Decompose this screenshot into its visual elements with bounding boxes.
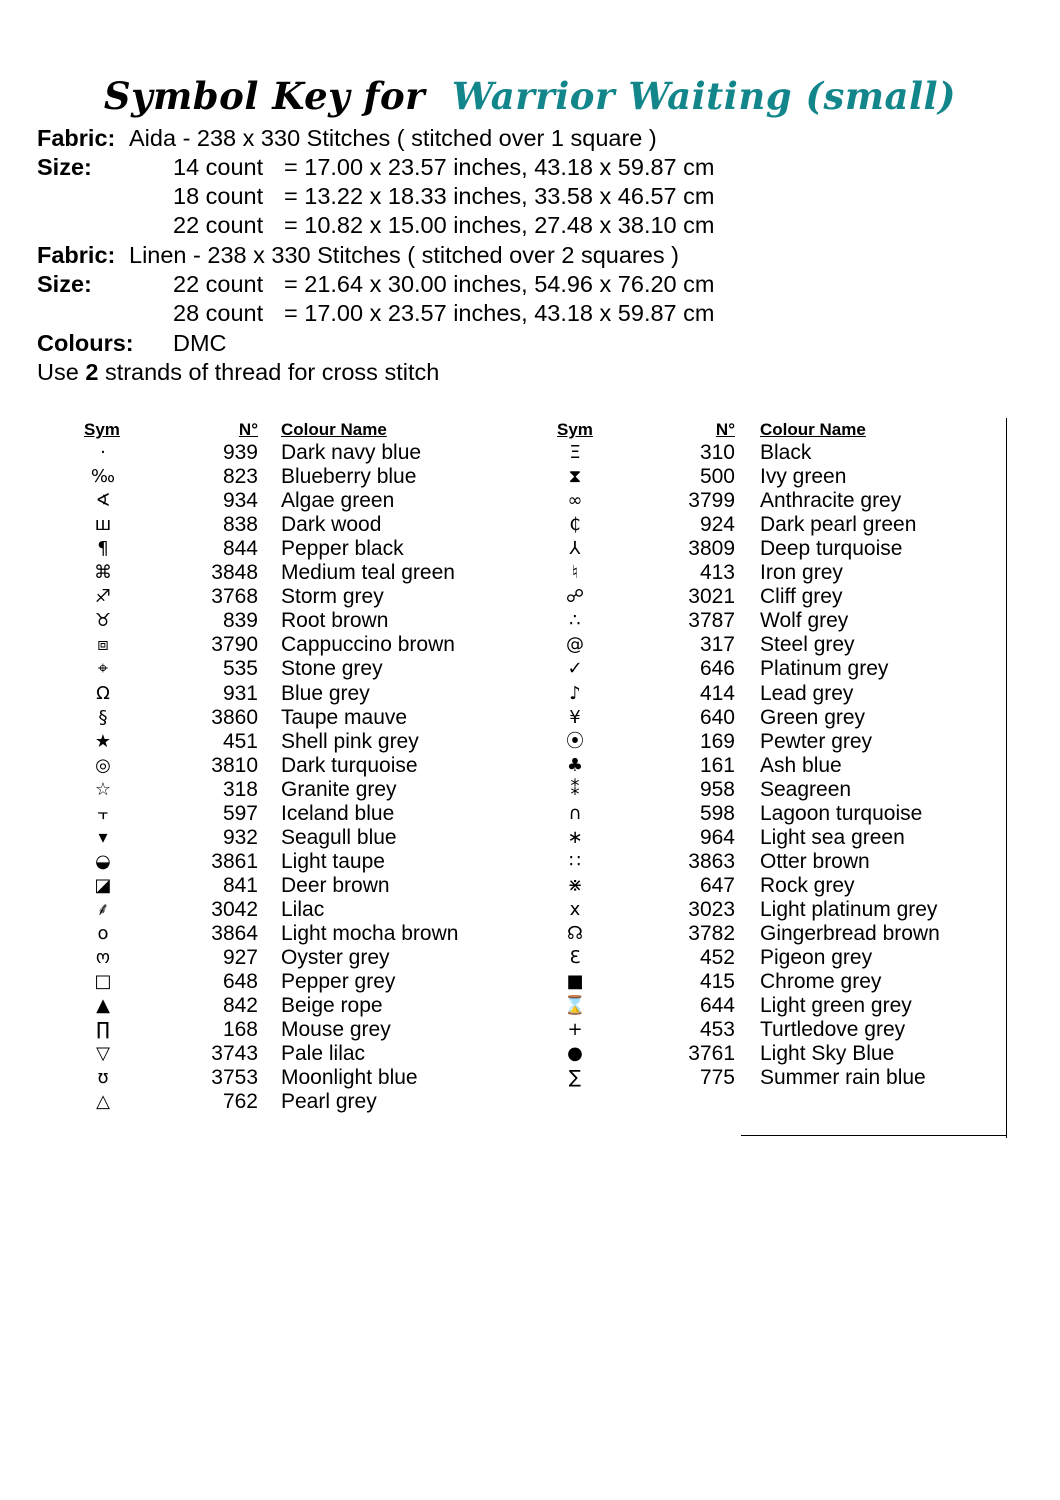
size-dims: = 21.64 x 30.00 inches, 54.96 x 76.20 cm bbox=[284, 271, 715, 297]
colour-name: Moonlight blue bbox=[281, 1066, 418, 1090]
linen-description: Linen - 238 x 330 Stitches ( stitched over 2 squares ) bbox=[129, 242, 679, 268]
dmc-number: 934 bbox=[222, 489, 258, 513]
symbol-glyph: ✓ bbox=[567, 658, 583, 680]
colours-value: DMC bbox=[173, 330, 227, 356]
symbol-glyph: ▲ bbox=[96, 995, 110, 1017]
colour-name: Pewter grey bbox=[760, 729, 873, 753]
symbol-glyph: ▽ bbox=[96, 1043, 110, 1065]
colour-name: Light mocha brown bbox=[281, 922, 459, 945]
symbol-glyph: ⦿ bbox=[566, 730, 584, 752]
size-label: Size: bbox=[37, 154, 92, 180]
symbol-glyph: ⧗ bbox=[568, 466, 582, 488]
dmc-number: 597 bbox=[222, 801, 258, 825]
dmc-number: 318 bbox=[222, 777, 258, 801]
colour-name: Chrome grey bbox=[760, 970, 882, 994]
colour-name: Cliff grey bbox=[760, 585, 843, 609]
dmc-number: 452 bbox=[699, 946, 735, 970]
symbol-glyph: Ω bbox=[96, 682, 110, 704]
symbol-glyph: ♮ bbox=[571, 562, 579, 584]
colour-name: Pepper grey bbox=[281, 970, 396, 994]
aida-fabric-line bbox=[37, 124, 657, 153]
colour-name: Iceland blue bbox=[281, 801, 395, 825]
dmc-number: 317 bbox=[699, 633, 735, 657]
table-row bbox=[0, 922, 1000, 946]
size-count: 28 count bbox=[173, 300, 264, 326]
dmc-number: 841 bbox=[222, 873, 258, 897]
dmc-number: 3860 bbox=[211, 705, 258, 729]
dmc-number: 3863 bbox=[688, 849, 735, 873]
dmc-number: 762 bbox=[222, 1090, 258, 1114]
colour-name: Pepper black bbox=[281, 537, 404, 561]
colour-name: Algae green bbox=[281, 489, 395, 513]
colour-name: Dark navy blue bbox=[281, 441, 422, 464]
table-row bbox=[0, 994, 1000, 1018]
dmc-number: 3787 bbox=[688, 609, 735, 633]
colour-name: Light platinum grey bbox=[760, 897, 938, 921]
table-row bbox=[0, 826, 1000, 850]
colour-name: Ivy green bbox=[760, 465, 847, 489]
symbol-glyph: ∗ bbox=[567, 826, 583, 848]
size-dims: = 13.22 x 18.33 inches, 33.58 x 46.57 cm bbox=[284, 183, 715, 209]
dmc-number: 823 bbox=[222, 465, 258, 489]
dmc-number: 3761 bbox=[688, 1042, 735, 1066]
dmc-number: 3023 bbox=[688, 897, 735, 921]
dmc-number: 414 bbox=[699, 681, 735, 705]
symbol-glyph: ⧈ bbox=[97, 634, 109, 656]
table-row bbox=[0, 1066, 1000, 1090]
linen-fabric-line bbox=[37, 241, 679, 270]
colour-name: Summer rain blue bbox=[760, 1066, 926, 1090]
colour-name: Black bbox=[760, 441, 812, 464]
colour-name: Otter brown bbox=[760, 849, 870, 873]
colour-name: Deer brown bbox=[281, 873, 390, 897]
table-row bbox=[0, 706, 1000, 730]
colour-name: Turtledove grey bbox=[760, 1018, 906, 1042]
colour-name: Oyster grey bbox=[281, 946, 390, 970]
symbol-glyph: ◎ bbox=[95, 754, 111, 776]
colour-name: Lilac bbox=[281, 897, 325, 921]
table-row bbox=[0, 898, 1000, 922]
aida-size-3 bbox=[173, 211, 715, 240]
colour-name: Gingerbread brown bbox=[760, 922, 940, 945]
table-row bbox=[0, 730, 1000, 754]
symbol-glyph: △ bbox=[96, 1091, 110, 1113]
dmc-number: 3864 bbox=[211, 922, 258, 945]
size-dims: = 17.00 x 23.57 inches, 43.18 x 59.87 cm bbox=[284, 154, 715, 180]
colour-name: Seagull blue bbox=[281, 825, 397, 849]
size-label: Size: bbox=[37, 271, 92, 297]
right-num-header: N° bbox=[715, 420, 735, 439]
dmc-number: 413 bbox=[699, 561, 735, 585]
dmc-number: 3042 bbox=[211, 897, 258, 921]
symbol-glyph: ⌛ bbox=[563, 995, 587, 1017]
dmc-number: 3848 bbox=[211, 561, 258, 585]
symbol-glyph: ● bbox=[567, 1043, 583, 1065]
dmc-number: 3782 bbox=[688, 922, 735, 945]
symbol-glyph: ⸙ bbox=[96, 898, 110, 920]
colour-name: Storm grey bbox=[281, 585, 384, 609]
symbol-glyph: ∴ bbox=[569, 610, 581, 632]
table-row bbox=[0, 850, 1000, 874]
dmc-number: 3790 bbox=[211, 633, 258, 657]
colour-name: Stone grey bbox=[281, 657, 383, 681]
table-row bbox=[0, 1090, 1000, 1114]
dmc-number: 3021 bbox=[688, 585, 735, 609]
table-row bbox=[0, 609, 1000, 633]
table-row bbox=[0, 657, 1000, 681]
symbol-glyph: ☍ bbox=[565, 586, 585, 608]
colour-name: Blueberry blue bbox=[281, 465, 417, 489]
dmc-number: 500 bbox=[699, 465, 735, 489]
size-dims: = 10.82 x 15.00 inches, 27.48 x 38.10 cm bbox=[284, 212, 715, 238]
symbol-glyph: ♪ bbox=[569, 682, 581, 704]
left-name-header: Colour Name bbox=[281, 420, 387, 439]
symbol-glyph: ♣ bbox=[566, 754, 584, 776]
colour-name: Blue grey bbox=[281, 681, 370, 705]
colours-label: Colours: bbox=[37, 330, 134, 356]
symbol-glyph: Ξ bbox=[569, 442, 581, 463]
symbol-glyph: · bbox=[100, 442, 106, 463]
size-count: 18 count bbox=[173, 183, 264, 209]
colour-name: Dark turquoise bbox=[281, 753, 418, 777]
table-row bbox=[0, 465, 1000, 489]
symbol-glyph: ♐ bbox=[94, 586, 112, 608]
colour-name: Deep turquoise bbox=[760, 537, 903, 561]
size-count: 22 count bbox=[173, 212, 264, 238]
symbol-glyph: ∑ bbox=[568, 1067, 582, 1089]
pattern-name: Warrior Waiting (small) bbox=[451, 74, 957, 118]
colour-name: Medium teal green bbox=[281, 561, 455, 585]
colours-line bbox=[37, 329, 227, 358]
symbol-glyph: ▾ bbox=[98, 826, 108, 848]
symbol-glyph: ₵ bbox=[569, 514, 581, 536]
dmc-number: 3768 bbox=[211, 585, 258, 609]
colour-name: Pearl grey bbox=[281, 1090, 377, 1114]
symbol-glyph: x bbox=[569, 898, 581, 920]
colour-name: Light Sky Blue bbox=[760, 1042, 895, 1066]
colour-name: Dark pearl green bbox=[760, 513, 917, 537]
linen-size-1 bbox=[173, 270, 715, 299]
dmc-number: 924 bbox=[699, 513, 735, 537]
colour-name: Granite grey bbox=[281, 777, 397, 801]
colour-name: Light sea green bbox=[760, 825, 905, 849]
colour-name: Pigeon grey bbox=[760, 946, 873, 970]
table-row bbox=[0, 441, 1000, 465]
colour-name: Beige rope bbox=[281, 994, 383, 1018]
colour-name: Steel grey bbox=[760, 633, 855, 657]
aida-description: Aida - 238 x 330 Stitches ( stitched over 1 square ) bbox=[129, 125, 657, 151]
symbol-glyph: o bbox=[97, 923, 109, 944]
symbol-glyph: ш bbox=[94, 514, 112, 536]
dmc-number: 647 bbox=[699, 873, 735, 897]
table-row bbox=[0, 1042, 1000, 1066]
linen-size-2 bbox=[173, 299, 715, 328]
colour-name: Light taupe bbox=[281, 849, 385, 873]
symbol-glyph: ʊ bbox=[97, 1067, 109, 1089]
right-sym-header: Sym bbox=[557, 420, 593, 439]
dmc-number: 640 bbox=[699, 705, 735, 729]
colour-name: Rock grey bbox=[760, 873, 855, 897]
colour-name: Anthracite grey bbox=[760, 489, 902, 513]
table-row bbox=[0, 754, 1000, 778]
dmc-number: 932 bbox=[222, 825, 258, 849]
table-row bbox=[0, 682, 1000, 706]
page-title bbox=[0, 74, 1060, 118]
symbol-glyph: ო bbox=[95, 947, 111, 969]
colour-name: Dark wood bbox=[281, 513, 382, 537]
table-row bbox=[0, 778, 1000, 802]
symbol-glyph: + bbox=[567, 1019, 583, 1041]
dmc-number: 535 bbox=[222, 657, 258, 681]
dmc-number: 453 bbox=[699, 1018, 735, 1042]
colour-name: Cappuccino brown bbox=[281, 633, 455, 657]
fabric-label: Fabric: bbox=[37, 242, 116, 268]
dmc-number: 3753 bbox=[211, 1066, 258, 1090]
dmc-number: 842 bbox=[222, 994, 258, 1018]
symbol-glyph: ◪ bbox=[94, 874, 112, 896]
dmc-number: 3799 bbox=[688, 489, 735, 513]
dmc-number: 939 bbox=[222, 441, 258, 464]
strands-count: 2 bbox=[85, 359, 99, 385]
dmc-number: 838 bbox=[222, 513, 258, 537]
dmc-number: 839 bbox=[222, 609, 258, 633]
symbol-glyph: ◒ bbox=[95, 850, 111, 872]
strands-prefix: Use bbox=[37, 359, 79, 385]
table-bottom-border bbox=[741, 1135, 1007, 1136]
symbol-glyph: ∢ bbox=[95, 490, 111, 512]
symbol-glyph: ‰ bbox=[90, 466, 116, 488]
dmc-number: 844 bbox=[222, 537, 258, 561]
symbol-glyph: ★ bbox=[94, 730, 112, 752]
colour-name: Root brown bbox=[281, 609, 389, 633]
symbol-glyph: ¥ bbox=[569, 706, 581, 728]
table-row bbox=[0, 537, 1000, 561]
symbol-glyph: ☆ bbox=[94, 778, 112, 800]
table-right-border bbox=[1006, 418, 1007, 1138]
symbol-glyph: ∏ bbox=[96, 1019, 110, 1041]
colour-name: Wolf grey bbox=[760, 609, 849, 633]
colour-name: Platinum grey bbox=[760, 657, 889, 681]
symbol-glyph: @ bbox=[566, 634, 584, 656]
symbol-glyph: ∷ bbox=[569, 850, 581, 872]
dmc-number: 644 bbox=[699, 994, 735, 1018]
title-prefix: Symbol Key for bbox=[103, 74, 426, 118]
symbol-glyph: ⋇ bbox=[567, 874, 583, 896]
dmc-number: 931 bbox=[222, 681, 258, 705]
dmc-number: 958 bbox=[699, 777, 735, 801]
dmc-number: 3743 bbox=[211, 1042, 258, 1066]
dmc-number: 451 bbox=[222, 729, 258, 753]
colour-name: Seagreen bbox=[760, 777, 852, 801]
table-row bbox=[0, 513, 1000, 537]
colour-name: Shell pink grey bbox=[281, 729, 419, 753]
dmc-number: 169 bbox=[699, 729, 735, 753]
table-row bbox=[0, 946, 1000, 970]
colour-name: Ash blue bbox=[760, 753, 842, 777]
size-count: 22 count bbox=[173, 271, 264, 297]
dmc-number: 3861 bbox=[211, 849, 258, 873]
dmc-number: 646 bbox=[699, 657, 735, 681]
symbol-glyph: ⅄ bbox=[569, 538, 581, 560]
dmc-number: 168 bbox=[222, 1018, 258, 1042]
dmc-number: 964 bbox=[699, 825, 735, 849]
symbol-glyph: ⁑ bbox=[570, 778, 580, 800]
table-row bbox=[0, 802, 1000, 826]
dmc-number: 648 bbox=[222, 970, 258, 994]
colour-name: Taupe mauve bbox=[281, 705, 408, 729]
colour-name: Mouse grey bbox=[281, 1018, 391, 1042]
dmc-number: 161 bbox=[699, 753, 735, 777]
dmc-number: 3810 bbox=[211, 753, 258, 777]
left-num-header: N° bbox=[238, 420, 258, 439]
table-row bbox=[0, 970, 1000, 994]
dmc-number: 927 bbox=[222, 946, 258, 970]
colour-name: Green grey bbox=[760, 705, 866, 729]
symbol-glyph: □ bbox=[94, 971, 112, 993]
symbol-glyph: ∞ bbox=[567, 490, 583, 512]
aida-size-2 bbox=[173, 182, 715, 211]
dmc-number: 3809 bbox=[688, 537, 735, 561]
fabric-label: Fabric: bbox=[37, 125, 116, 151]
size-dims: = 17.00 x 23.57 inches, 43.18 x 59.87 cm bbox=[284, 300, 715, 326]
symbol-glyph: ⌘ bbox=[94, 562, 112, 584]
dmc-number: 775 bbox=[699, 1066, 735, 1090]
symbol-glyph: ¶ bbox=[97, 538, 109, 560]
table-row bbox=[0, 1018, 1000, 1042]
colour-name: Lead grey bbox=[760, 681, 854, 705]
symbol-glyph: § bbox=[98, 706, 108, 728]
symbol-glyph: ☊ bbox=[567, 923, 583, 944]
symbol-glyph: ⫟ bbox=[97, 802, 109, 824]
table-row bbox=[0, 489, 1000, 513]
strands-line bbox=[37, 358, 439, 387]
size-count: 14 count bbox=[173, 154, 264, 180]
symbol-glyph: ∩ bbox=[568, 802, 582, 824]
symbol-glyph: ♉ bbox=[94, 610, 112, 632]
table-row bbox=[0, 633, 1000, 657]
symbol-glyph: ⌖ bbox=[97, 658, 109, 680]
colour-name: Iron grey bbox=[760, 561, 843, 585]
table-row bbox=[0, 874, 1000, 898]
size-label-row bbox=[37, 270, 92, 299]
dmc-number: 598 bbox=[699, 801, 735, 825]
size-label-row bbox=[37, 153, 92, 182]
symbol-glyph: Ɛ bbox=[569, 947, 581, 969]
table-row bbox=[0, 561, 1000, 585]
strands-suffix: strands of thread for cross stitch bbox=[104, 359, 440, 385]
table-row bbox=[0, 585, 1000, 609]
colour-name: Lagoon turquoise bbox=[760, 801, 923, 825]
left-sym-header: Sym bbox=[84, 420, 120, 439]
dmc-number: 310 bbox=[699, 441, 735, 464]
right-name-header: Colour Name bbox=[760, 420, 866, 439]
aida-size-1 bbox=[173, 153, 715, 182]
colour-name: Light green grey bbox=[760, 994, 912, 1018]
dmc-number: 415 bbox=[699, 970, 735, 994]
colour-name: Pale lilac bbox=[281, 1042, 366, 1066]
symbol-glyph: ■ bbox=[566, 971, 584, 993]
